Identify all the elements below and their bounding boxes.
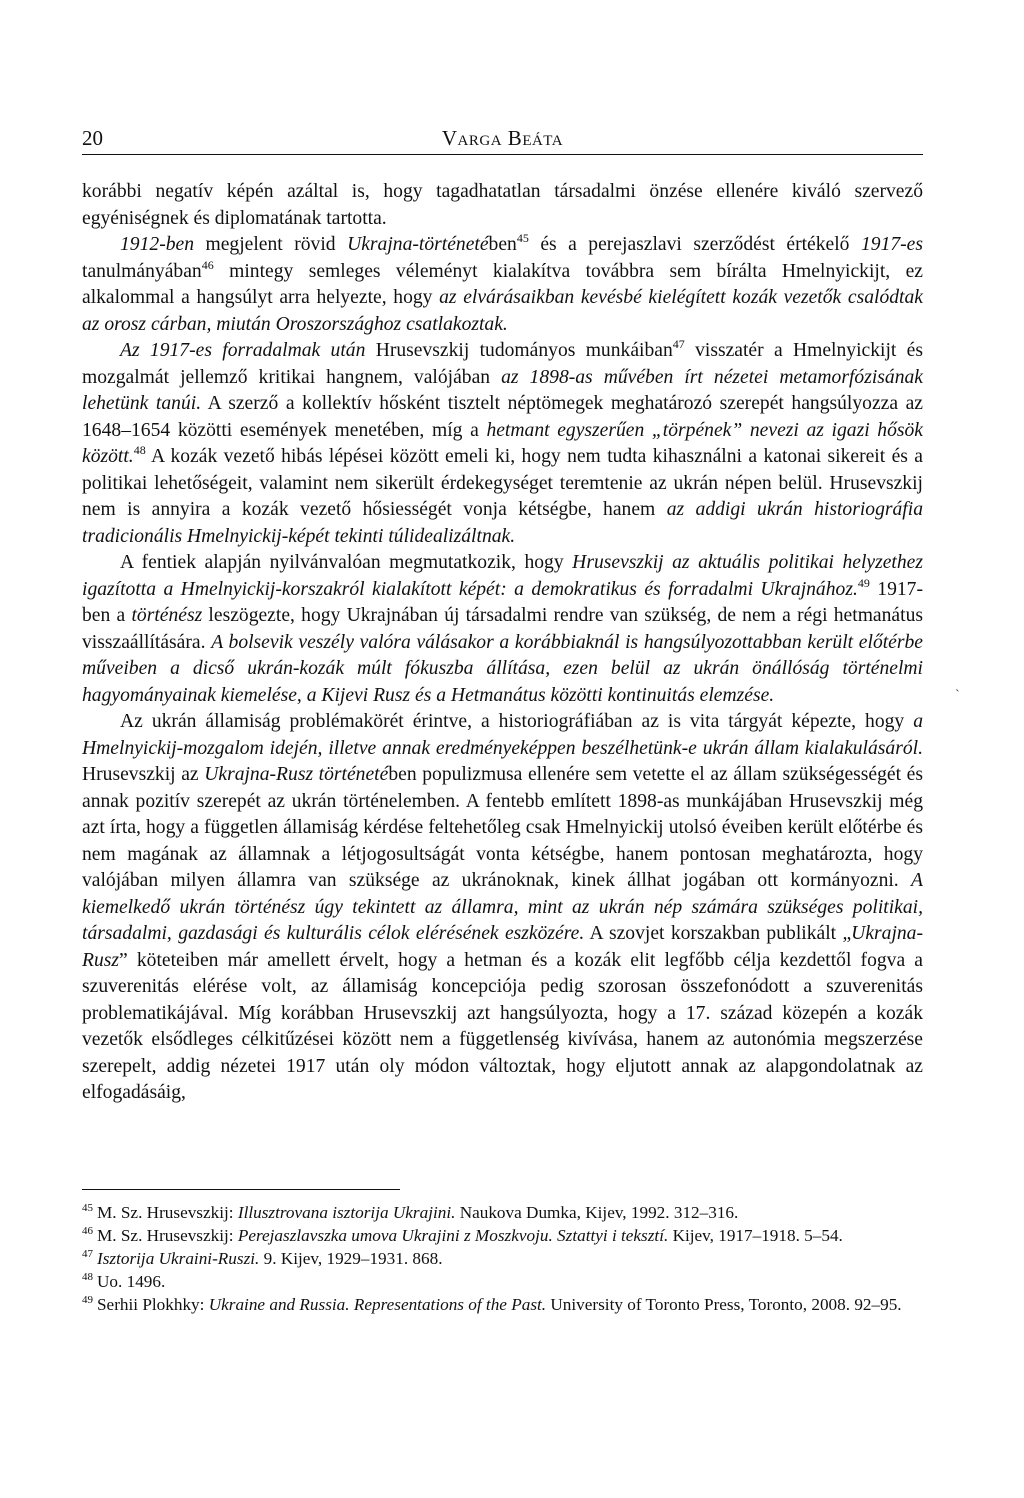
text-span: ben populizmusa ellenére sem vetette el az állam szükségességét és annak pozitív szerepét az ukrán történelemben. A fentebb említett 1898-as munkájában Hrusevszkij még azt írta, hogy a független államiság kérdése feltehetőleg csak Hmelnyickij utolsó éveiben került előtérbe és nem magának az államnak a létjogosultságát vonta kétségbe, hanem pontosan meghatározta, hogy valójában milyen államra van szüksége az ukránoknak, kinek állhat jogában ott kormányozni.: [82, 764, 924, 891]
running-title: Varga Beáta: [441, 126, 564, 150]
text-span: visszatér a Hmelnyickijt és mozgalmát jellemző kritikai hangnem, valójában: [82, 340, 923, 388]
text-span: és a perejaszlavi szerződést értékelő: [528, 234, 861, 255]
italic-span: Hrusevszkij az aktuális politikai helyzethez igazította a Hmelnyickij-korszakról kialakított képét: a demokratikus és forradalmi Ukrajnához.: [82, 552, 923, 600]
text-span: Serhii Plokhky:: [97, 1295, 209, 1314]
text-span: megjelent rövid: [194, 234, 348, 255]
footnote: [82, 1248, 923, 1270]
footnote-number: 47: [82, 1248, 93, 1260]
text-span: Kijev, 1917–1918. 5–54.: [668, 1226, 843, 1245]
italic-span: történész: [131, 605, 203, 626]
footnote-number: 45: [82, 1202, 93, 1214]
text-span: 1917-ben a: [82, 578, 923, 626]
italic-span: Isztorija Ukraini-Ruszi.: [97, 1249, 260, 1268]
footnote-number: 48: [82, 1271, 93, 1283]
page-number: 20: [82, 126, 103, 150]
italic-span: Ukrajna-történeté: [347, 234, 489, 255]
footnote: [82, 1202, 923, 1224]
italic-span: Ukraine and Russia. Representations of the Past.: [208, 1295, 547, 1314]
paragraph: [82, 179, 923, 232]
paragraph: [82, 232, 923, 338]
italic-span: Perejaszlavszka umova Ukrajini z Moszkvoju. Sztattyi i teksztí.: [237, 1226, 669, 1245]
footnote-number: 49: [82, 1294, 93, 1306]
italic-span: az elvárásaikban kevésbé kielégített kozák vezetők csalódtak az orosz cárban, miután Oroszországhoz csatlakoztak.: [82, 287, 923, 335]
footnote: [82, 1225, 923, 1247]
italic-span: a Hmelnyickij-mozgalom idején, illetve annak eredményeképpen beszélhetünk-e ukrán állam kialakulásáról.: [82, 711, 923, 759]
running-header: [82, 120, 923, 155]
text-span: A szerző a kollektív hősként tisztelt néptömegek meghatározó szerepét hangsúlyozza az 1648–1654 közötti események menetében, míg a: [82, 393, 923, 441]
paragraph: [82, 338, 923, 550]
italic-span: A bolsevik veszély valóra válásakor a korábbiaknál is hangsúlyozottabban került előtérbe műveiben a dicső ukrán-kozák múlt fókuszba állítása, ezen belül az ukrán önállóság történelmi hagyományainak kiemelése, a Kijevi Rusz és a Hetmanátus közötti kontinuitás elemzése.: [82, 631, 923, 706]
footnote-ref: 47: [672, 337, 685, 351]
italic-span: Az 1917-es forradalmak után: [120, 340, 366, 361]
text-span: Naukova Dumka, Kijev, 1992. 312–316.: [455, 1203, 739, 1222]
italic-span: az addigi ukrán historiográfia tradicionális Hmelnyickij-képét tekinti túlidealizáltnak.: [82, 499, 923, 547]
footnote-ref: 46: [201, 257, 214, 272]
stray-mark: `: [955, 688, 960, 703]
text-span: korábbi negatív képén azáltal is, hogy tagadhatatlan társadalmi önzése ellenére kiváló szervező egyéniségnek és diplomatának tartotta.: [82, 181, 923, 229]
text-span: leszögezte, hogy Ukrajnában új társadalmi rendre van szükség, de nem a régi hetmanátus visszaállítására.: [82, 605, 923, 653]
text-span: A kozák vezető hibás lépései között emeli ki, hogy nem tudta kihasználni a katonai sikereit és a politikai lehetőségeit, valamint nem sikerült érdekegységet teremtenie az ukrán népen belül. Hrusevszkij nem is annyira a kozák vezető hősiességét vonja kétségbe, hanem: [82, 446, 923, 520]
italic-span: 1917-es: [860, 234, 924, 255]
text-span: Hrusevszkij tudományos munkáiban: [365, 340, 673, 361]
footnotes: [82, 1202, 923, 1317]
text-span: mintegy semleges véleményt kialakítva továbbra sem bírálta Hmelnyickijt, ez alkalommal a hangsúlyt arra helyezte, hogy: [82, 260, 923, 308]
footnote-ref: 45: [516, 231, 529, 245]
footnote-ref: 49: [857, 575, 870, 590]
footnote-separator: [82, 1189, 400, 1190]
text-span: ” köteteiben már amellett érvelt, hogy a hetman és a kozák elit legfőbb célja kezdettől fogva a szuverenitás elérése volt, az államiság koncepciója pedig szorosan összefonódott a szuverenitás problematikájával. Míg korábban Hrusevszkij azt hangsúlyozta, hogy a 17. század közepén a kozák vezetők elsődleges célkitűzései között nem a függetlenség kivívása, hanem az autonómia megszerzése szerepelt, addig nézetei 1917 után oly módon változtak, hogy eljutott annak az alapgondolatnak az elfogadásáig,: [82, 949, 923, 1103]
text-span: tanulmányában: [82, 260, 202, 282]
text-span: Az ukrán államiság problémakörét érintve, a historiográfiában az is vita tárgyát képezte, hogy: [120, 711, 914, 732]
text-span: 9. Kijev, 1929–1931. 868.: [259, 1249, 443, 1268]
text-span: M. Sz. Hrusevszkij:: [97, 1203, 238, 1222]
text-span: Hrusevszkij az: [82, 764, 205, 785]
paragraph: [82, 709, 923, 1107]
footnote: [82, 1271, 923, 1293]
italic-span: 1912-ben: [120, 234, 195, 255]
italic-span: Ukrajna-Rusz: [82, 923, 924, 971]
footnote-ref: 48: [133, 443, 146, 457]
text-span: University of Toronto Press, Toronto, 2008. 92–95.: [546, 1295, 902, 1314]
italic-span: Illusztrovana isztorija Ukrajini.: [237, 1203, 456, 1222]
text-span: ben: [488, 234, 517, 255]
text-span: M. Sz. Hrusevszkij:: [97, 1226, 238, 1245]
text-span: A fentiek alapján nyilvánvalóan megmutatkozik, hogy: [120, 552, 573, 573]
italic-span: az 1898-as művében írt nézetei metamorfózisának lehetünk tanúi.: [82, 366, 923, 414]
text-span: Uo. 1496.: [97, 1272, 166, 1291]
italic-span: A kiemelkedő ukrán történész úgy tekintett az államra, mint az ukrán nép számára szükséges politikai, társadalmi, gazdasági és kulturális célok elérésének eszközére.: [82, 870, 923, 944]
text-span: A szovjet korszakban publikált „: [584, 923, 852, 944]
italic-span: Ukrajna-Rusz történeté: [204, 764, 389, 785]
main-text: [82, 179, 923, 1107]
italic-span: hetmant egyszerűen „törpének” nevezi az igazi hősök között.: [82, 419, 924, 467]
footnote: [82, 1294, 923, 1316]
paragraph: [82, 550, 923, 709]
footnote-number: 46: [82, 1225, 93, 1237]
